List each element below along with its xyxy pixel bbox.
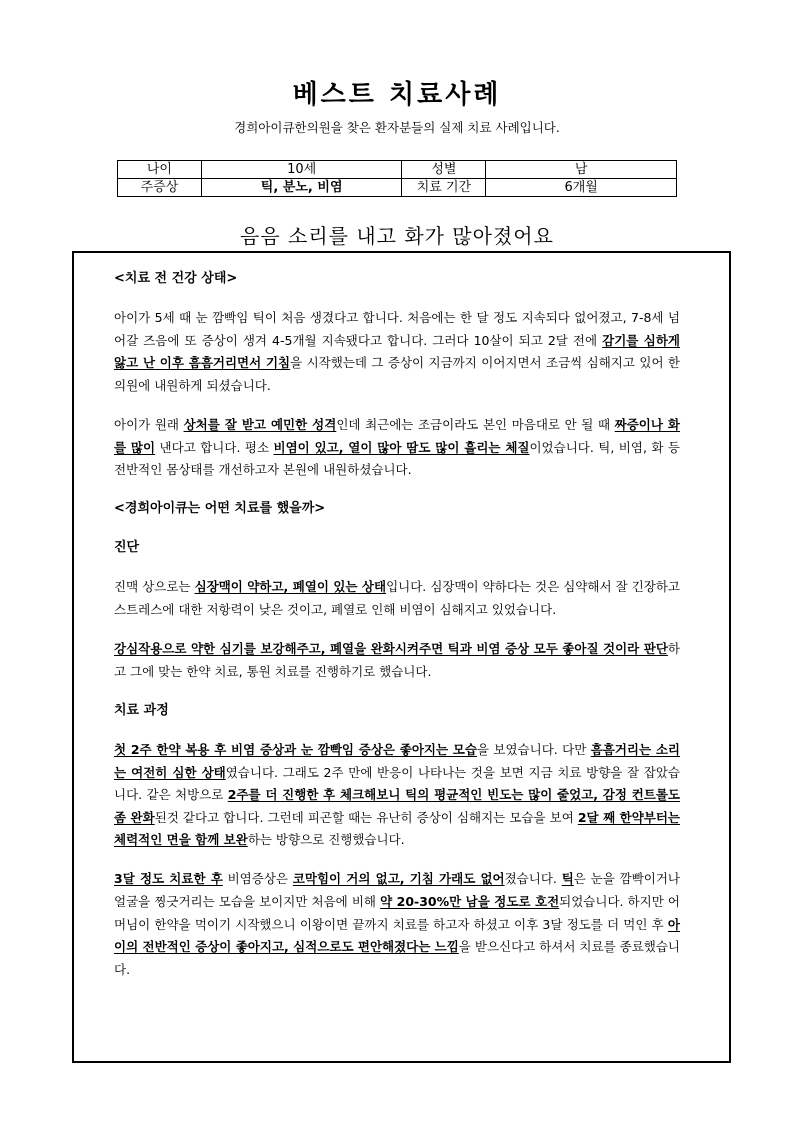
- emphasis-text: 아이의 전반적인 증상이 좋아지고, 심적으로도 편안해졌다는 느낌: [114, 916, 680, 955]
- body-text: 낸다고 합니다. 평소: [155, 439, 274, 455]
- paragraph: [114, 638, 680, 683]
- symptom-value: 틱, 분노, 비염: [201, 179, 402, 197]
- period-value: 6개월: [486, 179, 677, 197]
- emphasis-text: 첫 2주 한약 복용 후 비염 증상과 눈 깜빡임 증상은 좋아지는 모습: [114, 741, 477, 757]
- body-text: 되었습니다. 하지만 어머님이 한약을 먹이기 시작했으니 이왕이면 끝까지 치료를 하고자 하셨고 이후 3달 정도를 더 먹인 후: [114, 893, 680, 932]
- paragraph: [114, 739, 680, 852]
- emphasis-text: 2달 째 한약부터는 체력적인 면을 함께 보완: [114, 809, 680, 848]
- emphasis-text: 감기를 심하게 앓고 난 이후 흠흠거리면서 기침: [114, 332, 680, 371]
- page-title: 베스트 치료사례: [292, 80, 502, 110]
- emphasis-text: 비염이 있고, 열이 많아 땀도 많이 흘리는 체질: [273, 439, 530, 455]
- body-text: 이었습니다. 틱, 비염, 화 등 전반적인 몸상태를 개선하고자 본원에 내원하셨습니다.: [114, 439, 681, 478]
- emphasis-text: 강심작용으로 약한 심기를 보강해주고, 폐열을 완화시켜주면 틱과 비염 증상 모두 좋아질 것이라 판단: [114, 641, 668, 657]
- section-heading-before: <치료 전 건강 상태>: [114, 271, 238, 286]
- emphasis-text: 틱: [561, 871, 574, 887]
- paragraph: [114, 414, 680, 482]
- body-text: 하는 방향으로 진행했습니다.: [247, 832, 405, 848]
- gender-value: 남: [486, 161, 677, 179]
- section-heading-process: 치료 과정: [114, 702, 169, 718]
- body-text: 아이가 원래: [114, 416, 184, 432]
- emphasis-text: 짜증이나 화를 많이: [114, 416, 680, 455]
- section-heading-diagnosis: 진단: [114, 540, 140, 556]
- body-text: 된것 같다고 합니다. 그런데 피곤할 때는 유난히 증상이 심해지는 모습을 보여: [154, 809, 578, 825]
- age-label: 나이: [118, 161, 202, 179]
- body-text: 진맥 상으로는: [114, 579, 195, 595]
- body-text: 을 보였습니다. 다만: [476, 741, 591, 757]
- section-heading-treatment: <경희아이큐는 어떤 치료를 했을까>: [114, 501, 326, 517]
- emphasis-text: 흠흠거리는 소리는 여전히 심한 상태: [114, 741, 680, 780]
- emphasis-text: 심장맥이 약하고, 폐열이 있는 상태: [194, 579, 387, 595]
- paragraph: [114, 307, 680, 397]
- body-text: 아이가 5세 때 눈 깜빡임 틱이 처음 생겼다고 합니다. 처음에는 한 달 정도 지속되다 없어졌고, 7-8세 넘어갈 즈음에 또 증상이 생겨 4-5개월 지속됐다고 합니다. 그러다 10살이 되고 2달 전에: [114, 310, 680, 348]
- symptom-label: 주증상: [118, 179, 202, 197]
- gender-label: 성별: [402, 161, 486, 179]
- emphasis-text: 2주를 더 진행한 후 체크해보니 틱의 평균적인 빈도는 많이 줄었고, 감정 컨트롤도 좀 완화: [114, 787, 680, 825]
- body-text: 은 눈을 깜빡이거나 얼굴을 찡긋거리는 모습을 보이지만 처음에 비해: [114, 871, 680, 909]
- emphasis-text: 코막힘이 거의 없고, 기침 가래도 없어: [292, 871, 505, 887]
- body-text: 입니다. 심장맥이 약하다는 것은 심약해서 잘 긴장하고 스트레스에 대한 저항력이 낮은 것이고, 폐열로 인해 비염이 심해지고 있었습니다.: [114, 579, 680, 618]
- body-text: 을 받으신다고 하셔서 치료를 종료했습니다.: [114, 939, 681, 977]
- emphasis-text: 상처를 잘 받고 예민한 성격: [183, 416, 337, 432]
- body-text: 을 시작했는데 그 증상이 지금까지 이어지면서 조금씩 심해지고 있어 한의원에 내원하게 되셨습니다.: [114, 355, 681, 393]
- emphasis-text: 약 20-30%만 남을 정도로 호전: [380, 893, 560, 909]
- body-text: 하고 그에 맞는 한약 치료, 통원 치료를 진행하기로 했습니다.: [114, 641, 680, 679]
- patient-info-table: [117, 160, 677, 197]
- body-text: 인데 최근에는 조금이라도 본인 마음대로 안 될 때: [336, 416, 615, 432]
- paragraph: [114, 576, 680, 621]
- body-text: 였습니다. 그래도 2주 만에 반응이 나타나는 것을 보면 지금 치료 방향을 잘 잡았습니다. 같은 처방으로: [114, 764, 681, 803]
- period-label: 치료 기간: [402, 179, 486, 197]
- age-value: 10세: [201, 161, 402, 179]
- table-row: [118, 161, 677, 179]
- emphasis-text: 3달 정도 치료한 후: [114, 871, 223, 887]
- table-row: [118, 179, 677, 197]
- case-title: 음음 소리를 내고 화가 많아졌어요: [240, 224, 554, 248]
- page-subtitle: 경희아이큐한의원을 찾은 환자분들의 실제 치료 사례입니다.: [234, 120, 560, 135]
- body-text: 비염증상은: [222, 871, 293, 887]
- body-text: 졌습니다.: [504, 871, 562, 887]
- paragraph: [114, 868, 680, 981]
- case-content: [114, 268, 680, 998]
